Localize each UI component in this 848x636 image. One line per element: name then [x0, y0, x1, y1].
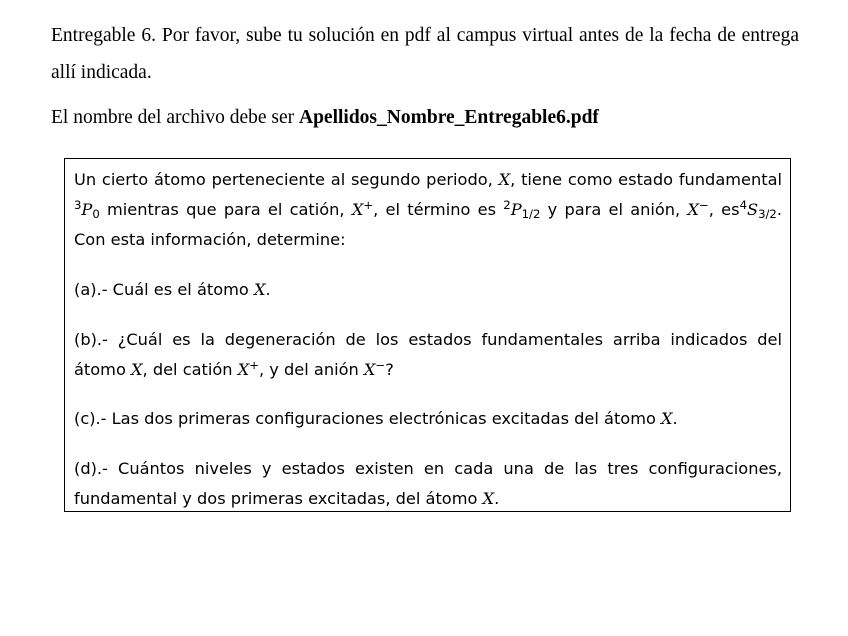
question-text: (c).- Las dos primeras configuraciones electrónicas excitadas del átomo: [74, 409, 662, 428]
atom-symbol: X: [498, 170, 511, 189]
term-j: 3/2: [758, 207, 777, 222]
statement-text: , es: [708, 200, 740, 219]
question-text: , y del anión: [259, 360, 364, 379]
atom-symbol: X: [661, 409, 673, 428]
question-text: .: [494, 489, 500, 508]
cation-symbol: [351, 197, 374, 219]
charge-sign: +: [249, 357, 259, 372]
question-text: (b).- ¿Cuál es la degeneración de los estados fundamentales arriba indicados del átomo: [74, 330, 782, 379]
atom-symbol: X: [351, 200, 364, 219]
question-c: [74, 404, 782, 434]
filename-prefix: El nombre del archivo debe ser: [51, 107, 299, 128]
charge-sign: +: [363, 197, 374, 212]
problem-statement: [74, 165, 782, 255]
term-multiplicity: 2: [503, 197, 511, 212]
ground-term: [74, 197, 100, 222]
atom-symbol: X: [687, 200, 699, 219]
anion-symbol: [363, 357, 386, 379]
term-multiplicity: 4: [739, 197, 747, 212]
cation-term: [503, 197, 541, 222]
question-text: .: [265, 280, 271, 299]
intro-text: Entregable 6. Por favor, sube tu solución en pdf al campus virtual antes de la fecha de entrega allí indicada.: [51, 25, 799, 83]
anion-symbol: [687, 197, 709, 219]
term-multiplicity: 3: [74, 197, 82, 212]
problem-box: [64, 158, 791, 512]
filename-instruction: [51, 101, 599, 135]
statement-text: mientras que para el catión,: [99, 200, 352, 219]
filename-value: Apellidos_Nombre_Entregable6.pdf: [299, 107, 599, 128]
anion-term: [739, 197, 777, 222]
intro-paragraph: [51, 17, 799, 91]
term-j: 0: [92, 207, 100, 222]
charge-sign: −: [698, 197, 709, 212]
atom-symbol: X: [363, 360, 376, 379]
cation-symbol: [237, 357, 259, 379]
statement-text: y para el anión,: [540, 200, 688, 219]
question-text: , del catión: [142, 360, 238, 379]
question-a: [74, 275, 782, 305]
statement-text: Un cierto átomo perteneciente al segundo periodo,: [74, 170, 499, 189]
question-b: [74, 325, 782, 385]
statement-text: , el término es: [373, 200, 504, 219]
question-text: (d).- Cuántos niveles y estados existen en cada una de las tres configuraciones, fundamental y dos primeras excitadas, del átomo: [74, 459, 782, 508]
term-letter: S: [746, 200, 759, 219]
atom-symbol: X: [253, 280, 266, 299]
statement-text: , tiene como estado fundamental: [510, 170, 782, 189]
question-text: .: [672, 409, 678, 428]
statement-text: . Con esta información, determine:: [74, 200, 782, 249]
charge-sign: −: [375, 357, 386, 372]
question-d: [74, 454, 782, 514]
atom-symbol: X: [131, 360, 143, 379]
question-text: ?: [385, 360, 394, 379]
term-j: 1/2: [521, 207, 541, 222]
atom-symbol: X: [237, 360, 250, 379]
term-letter: P: [81, 200, 93, 219]
term-letter: P: [510, 200, 522, 219]
atom-symbol: X: [482, 489, 495, 508]
question-text: (a).- Cuál es el átomo: [74, 280, 254, 299]
